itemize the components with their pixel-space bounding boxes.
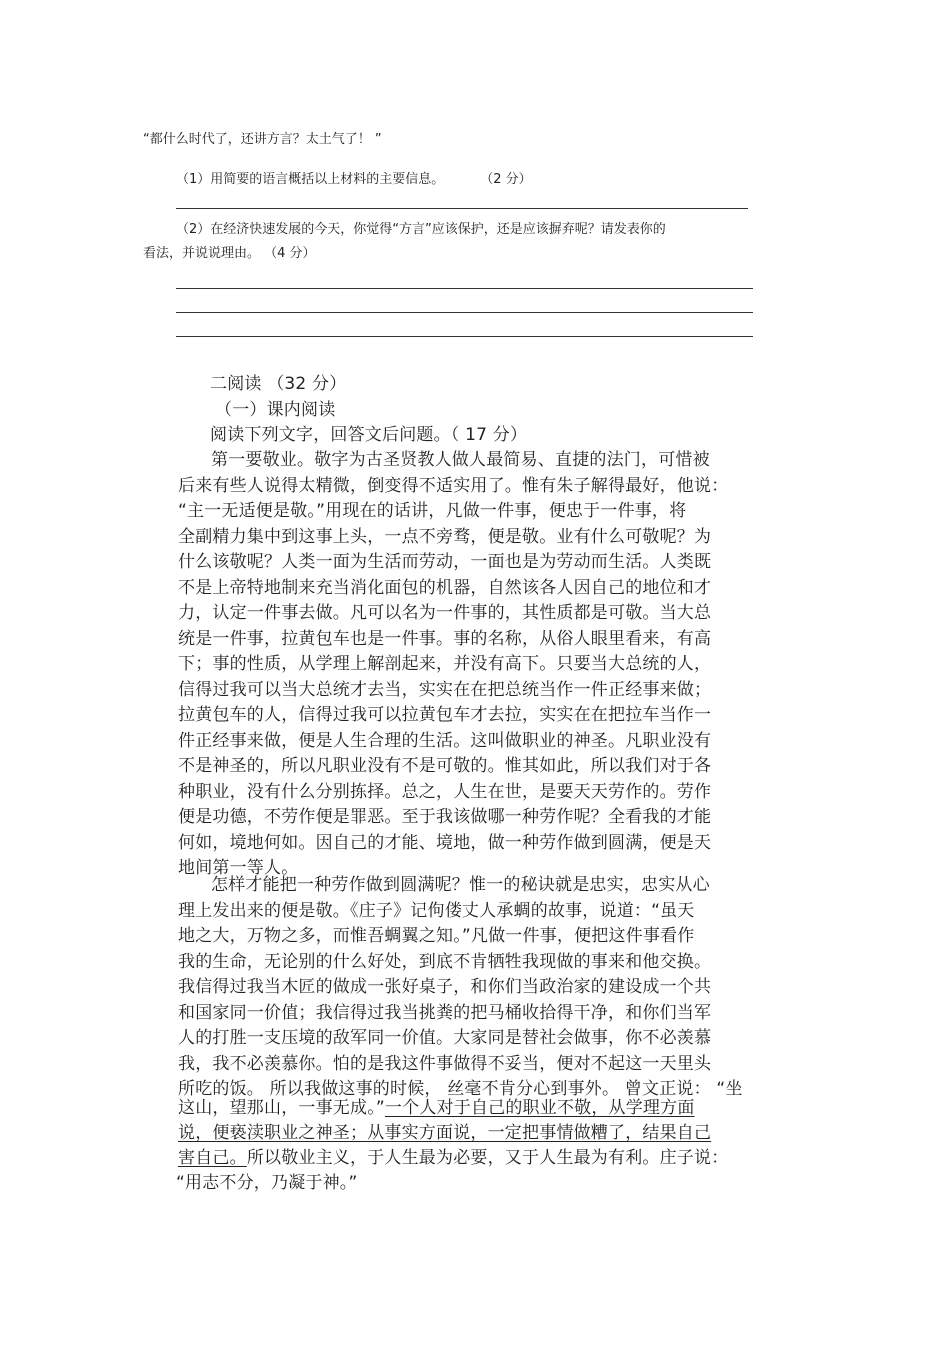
question-1-text: （1）用简要的语言概括以上材料的主要信息。 — [176, 172, 445, 187]
passage-line: 地间第一等人。 — [178, 858, 299, 878]
passage-line: 我，我不必羡慕你。怕的是我这件事做得不妥当，便对不起这一天里头 — [178, 1053, 712, 1074]
section-instruction: 阅读下列文字，回答文后问题。（ 17 分） — [210, 425, 528, 445]
passage-line: 全副精力集中到这事上头，一点不旁骛，便是敬。业有什么可敬呢？为 — [178, 526, 712, 547]
passage-line: 信得过我可以当大总统才去当，实实在在把总统当作一件正经事来做； — [178, 679, 712, 700]
answer-line-q1[interactable] — [176, 208, 748, 209]
quote-line: “都什么时代了，还讲方言？太土气了！ ” — [143, 132, 382, 147]
passage-line-a — [178, 1096, 695, 1122]
answer-line-q2-2[interactable] — [176, 312, 753, 313]
passage-line: 地之大，万物之多，而惟吾蜩翼之知。”凡做一件事，便把这件事看作 — [178, 926, 695, 946]
passage-line: 人的打胜一支压境的敌军同一价值。大家同是替社会做事，你不必羡慕 — [178, 1028, 712, 1048]
answer-line-q2-3[interactable] — [176, 336, 753, 337]
passage-line: 理上发出来的便是敬。《庄子》记佝偻丈人承蜩的故事，说道：“虽天 — [178, 900, 695, 921]
question-2-line-1: （2）在经济快速发展的今天，你觉得“方言”应该保护，还是应该摒弃呢？请发表你的 — [176, 222, 666, 237]
passage-line-a-plain: 这山，望那山，一事无成。” — [178, 1098, 385, 1118]
question-2-line-2: 看法，并说说理由。 （4 分） — [143, 246, 316, 261]
passage-line-c-underlined: 害自己。 — [178, 1148, 247, 1168]
section-subtitle: （一）课内阅读 — [215, 400, 336, 420]
passage-line: 不是神圣的，所以凡职业没有不是可敬的。惟其如此，所以我们对于各 — [178, 756, 712, 776]
passage-line: 种职业，没有什么分别拣择。总之，人生在世，是要天天劳作的。劳作 — [178, 781, 712, 802]
passage-line: 统是一件事，拉黄包车也是一件事。事的名称，从俗人眼里看来，有高 — [178, 628, 712, 649]
passage-line: 我的生命，无论别的什么好处，到底不肯牺牲我现做的事来和他交换。 — [178, 951, 712, 972]
section-title: 二阅读 （32 分） — [210, 374, 347, 394]
question-1-score: （2 分） — [480, 172, 532, 187]
passage-line: 拉黄包车的人，信得过我可以拉黄包车才去拉，实实在在把拉车当作一 — [178, 705, 712, 725]
passage-line: 什么该敬呢？人类一面为生活而劳动，一面也是为劳动而生活。人类既 — [178, 552, 712, 572]
answer-line-q2-1[interactable] — [176, 288, 753, 289]
passage-line: 后来有些人说得太精微，倒变得不适实用了。惟有朱子解得最好，他说： — [178, 475, 729, 496]
passage-line: 和国家同一价值；我信得过我当挑粪的把马桶收拾得干净，和你们当军 — [178, 1002, 712, 1023]
passage-line-c-plain: 所以敬业主义，于人生最为必要，又于人生最为有利。庄子说： — [246, 1148, 729, 1168]
passage-line-c — [178, 1146, 728, 1172]
passage-line: 怎样才能把一种劳作做到圆满呢？惟一的秘诀就是忠实，忠实从心 — [211, 875, 710, 895]
passage-line-b-underlined: 说，便亵渎职业之神圣；从事实方面说，一定把事情做糟了，结果自己 — [178, 1123, 712, 1143]
passage-line: 件正经事来做，便是人生合理的生活。这叫做职业的神圣。凡职业没有 — [178, 730, 712, 751]
passage-line-d: “用志不分，乃凝于神。” — [176, 1173, 358, 1193]
passage-line: 第一要敬业。敬字为古圣贤教人做人最简易、直捷的法门，可惜被 — [211, 450, 710, 470]
passage-line: 下；事的性质，从学理上解剖起来，并没有高下。只要当大总统的人， — [178, 654, 712, 674]
question-1 — [176, 170, 532, 190]
passage-line: 我信得过我当木匠的做成一张好桌子，和你们当政治家的建设成一个共 — [178, 977, 712, 997]
passage-line: 所吃的饭。 所以我做这事的时候， 丝毫不肯分心到事外。 曾文正说： “坐 — [178, 1079, 743, 1099]
passage-line: “主一无适便是敬。”用现在的话讲，凡做一件事，便忠于一件事，将 — [178, 501, 687, 521]
passage-line: 便是功德，不劳作便是罪恶。至于我该做哪一种劳作呢？全看我的才能 — [178, 807, 712, 827]
passage-line: 何如，境地何如。因自己的才能、境地，做一种劳作做到圆满，便是天 — [178, 832, 712, 853]
passage-line: 不是上帝特地制来充当消化面包的机器，自然该各人因自己的地位和才 — [178, 577, 712, 598]
passage-line: 力，认定一件事去做。凡可以名为一件事的，其性质都是可敬。当大总 — [178, 603, 712, 623]
passage-line-a-underlined: 一个人对于自己的职业不敬，从学理方面 — [384, 1098, 695, 1118]
